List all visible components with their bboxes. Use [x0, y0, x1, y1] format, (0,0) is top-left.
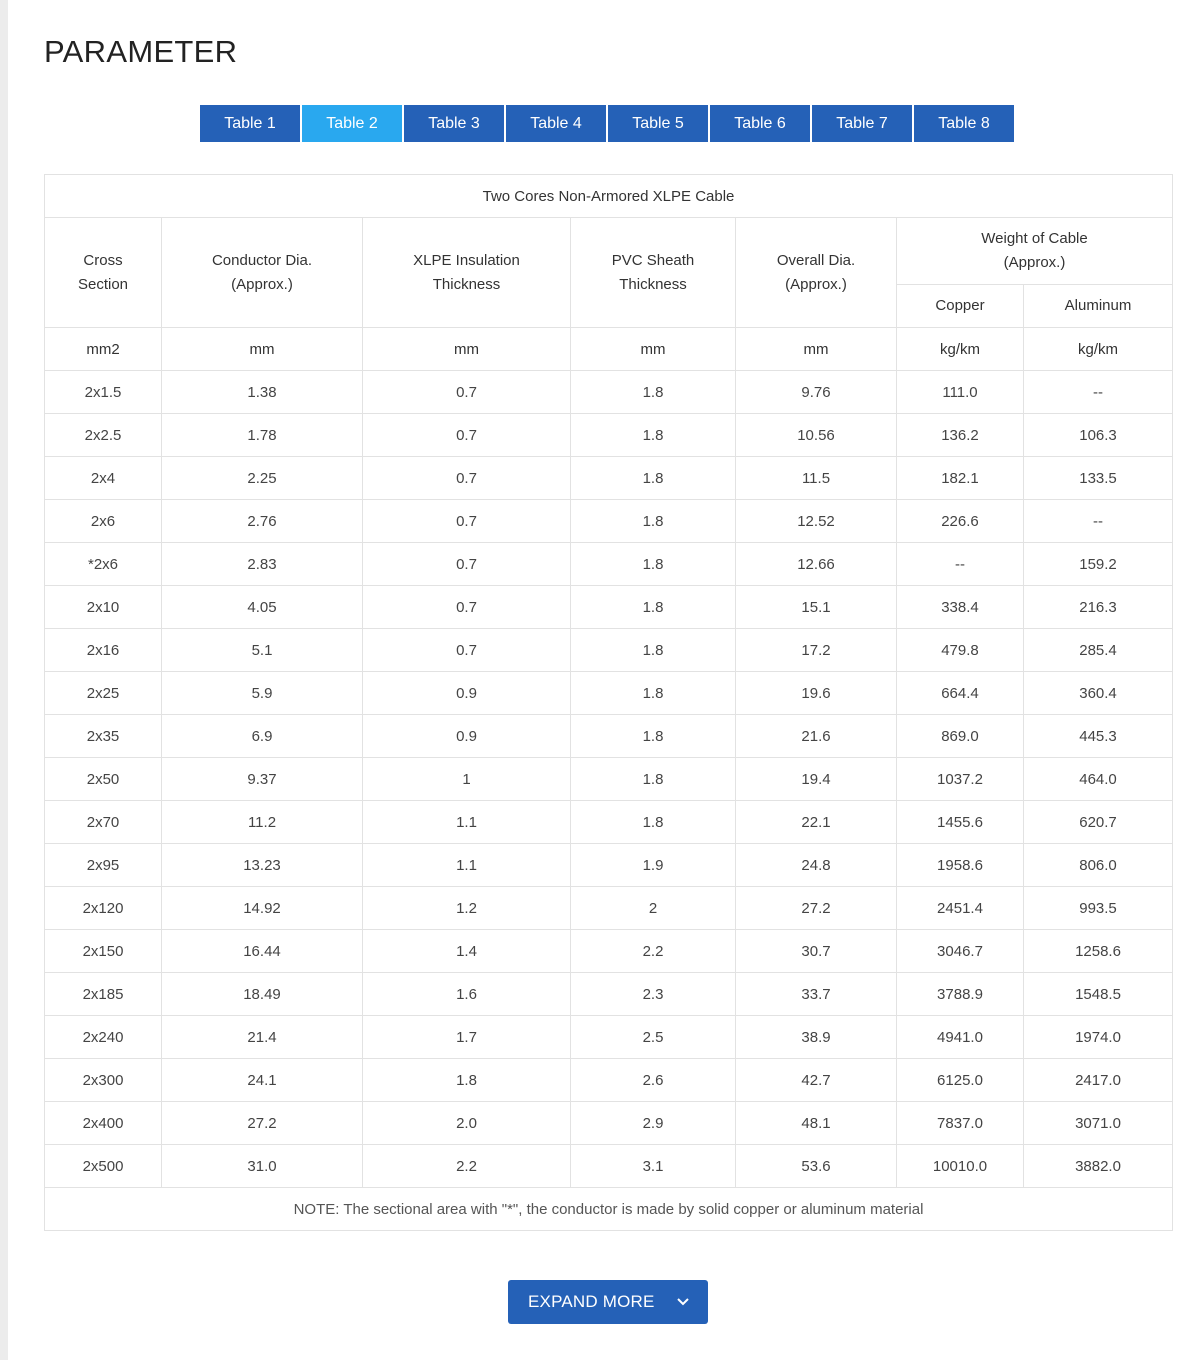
table-cell: 106.3: [1024, 414, 1173, 457]
table-cell: 1.8: [571, 457, 736, 500]
table-cell: *2x6: [45, 543, 162, 586]
table-cell: 12.52: [736, 500, 897, 543]
parameter-table-container: [44, 174, 1172, 1231]
header-pvc-thickness-text: PVC Sheath Thickness: [611, 251, 695, 293]
table-row: [45, 801, 1173, 844]
table-cell: 2.3: [571, 973, 736, 1016]
table-row: [45, 973, 1173, 1016]
table-cell: 2x95: [45, 844, 162, 887]
table-cell: 216.3: [1024, 586, 1173, 629]
table-cell: 136.2: [897, 414, 1024, 457]
table-cell: 2x4: [45, 457, 162, 500]
table-cell: 2x16: [45, 629, 162, 672]
table-cell: 111.0: [897, 371, 1024, 414]
chevron-down-icon: [676, 1295, 690, 1309]
table-cell: 1.7: [363, 1016, 571, 1059]
table-cell: 1.8: [571, 715, 736, 758]
table-cell: 2: [571, 887, 736, 930]
table-cell: 16.44: [162, 930, 363, 973]
table-row: [45, 1145, 1173, 1188]
table-row: [45, 1059, 1173, 1102]
table-cell: 3788.9: [897, 973, 1024, 1016]
table-cell: 464.0: [1024, 758, 1173, 801]
table-cell: 1.8: [363, 1059, 571, 1102]
table-cell: 0.7: [363, 586, 571, 629]
table-cell: 19.6: [736, 672, 897, 715]
header-cross-section: [45, 218, 162, 328]
table-cell: 1.8: [571, 672, 736, 715]
table-cell: 2.5: [571, 1016, 736, 1059]
table-cell: 1: [363, 758, 571, 801]
table-cell: 48.1: [736, 1102, 897, 1145]
unit-cell: kg/km: [1024, 328, 1173, 371]
unit-cell: mm: [736, 328, 897, 371]
unit-cell: mm: [162, 328, 363, 371]
table-cell: 22.1: [736, 801, 897, 844]
table-cell: 14.92: [162, 887, 363, 930]
table-cell: 2x70: [45, 801, 162, 844]
table-row: [45, 1016, 1173, 1059]
table-cell: 38.9: [736, 1016, 897, 1059]
table-cell: 31.0: [162, 1145, 363, 1188]
page-left-strip: [0, 0, 8, 1360]
table-cell: 42.7: [736, 1059, 897, 1102]
table-row: [45, 844, 1173, 887]
table-cell: 1037.2: [897, 758, 1024, 801]
table-cell: 53.6: [736, 1145, 897, 1188]
table-cell: 0.7: [363, 414, 571, 457]
table-cell: 226.6: [897, 500, 1024, 543]
table-cell: 1.8: [571, 371, 736, 414]
parameter-table: [44, 174, 1173, 1231]
tab-table-3[interactable]: Table 3: [404, 105, 504, 142]
table-cell: 1.1: [363, 844, 571, 887]
table-cell: 1958.6: [897, 844, 1024, 887]
table-cell: 2x10: [45, 586, 162, 629]
table-row: [45, 715, 1173, 758]
table-cell: 2.0: [363, 1102, 571, 1145]
header-conductor-dia-text: Conductor Dia. (Approx.): [211, 251, 313, 293]
expand-more-button[interactable]: [508, 1280, 708, 1324]
table-cell: 6.9: [162, 715, 363, 758]
table-cell: 479.8: [897, 629, 1024, 672]
table-cell: 15.1: [736, 586, 897, 629]
table-cell: 7837.0: [897, 1102, 1024, 1145]
table-cell: 1.9: [571, 844, 736, 887]
table-cell: 2x1.5: [45, 371, 162, 414]
table-cell: 2.9: [571, 1102, 736, 1145]
table-cell: 2x6: [45, 500, 162, 543]
table-cell: 2x185: [45, 973, 162, 1016]
table-cell: 2x25: [45, 672, 162, 715]
table-cell: 5.1: [162, 629, 363, 672]
header-cross-section-text: Cross Section: [77, 251, 129, 293]
table-cell: 2x240: [45, 1016, 162, 1059]
header-xlpe-thickness: [363, 218, 571, 328]
table-cell: 24.8: [736, 844, 897, 887]
header-conductor-dia: [162, 218, 363, 328]
header-overall-dia-text: Overall Dia. (Approx.): [776, 251, 856, 293]
table-cell: 19.4: [736, 758, 897, 801]
unit-cell: mm: [571, 328, 736, 371]
table-row: [45, 629, 1173, 672]
table-cell: 2.6: [571, 1059, 736, 1102]
table-cell: 2x35: [45, 715, 162, 758]
table-cell: 2x50: [45, 758, 162, 801]
table-cell: 3.1: [571, 1145, 736, 1188]
table-cell: 1.1: [363, 801, 571, 844]
table-cell: 21.6: [736, 715, 897, 758]
expand-more-label: EXPAND MORE: [528, 1292, 655, 1311]
table-cell: 2417.0: [1024, 1059, 1173, 1102]
table-body: [45, 371, 1173, 1188]
table-cell: 2x150: [45, 930, 162, 973]
table-cell: --: [1024, 500, 1173, 543]
table-cell: --: [1024, 371, 1173, 414]
table-cell: 0.7: [363, 457, 571, 500]
table-row: [45, 586, 1173, 629]
table-cell: 1.8: [571, 629, 736, 672]
table-cell: 445.3: [1024, 715, 1173, 758]
header-xlpe-thickness-text: XLPE Insulation Thickness: [413, 251, 520, 293]
table-row: [45, 672, 1173, 715]
table-cell: 1.8: [571, 500, 736, 543]
table-cell: 0.9: [363, 715, 571, 758]
table-cell: 0.7: [363, 500, 571, 543]
table-cell: 21.4: [162, 1016, 363, 1059]
table-cell: 27.2: [736, 887, 897, 930]
table-cell: 338.4: [897, 586, 1024, 629]
tab-table-8[interactable]: Table 8: [914, 105, 1014, 142]
table-cell: 285.4: [1024, 629, 1173, 672]
table-cell: 9.76: [736, 371, 897, 414]
table-cell: 1455.6: [897, 801, 1024, 844]
table-row: [45, 887, 1173, 930]
table-cell: 2.2: [571, 930, 736, 973]
table-cell: 133.5: [1024, 457, 1173, 500]
table-cell: 2451.4: [897, 887, 1024, 930]
table-cell: 806.0: [1024, 844, 1173, 887]
table-cell: 1258.6: [1024, 930, 1173, 973]
table-cell: 11.5: [736, 457, 897, 500]
unit-cell: mm: [363, 328, 571, 371]
table-cell: 2x400: [45, 1102, 162, 1145]
table-cell: 2x500: [45, 1145, 162, 1188]
table-cell: 0.9: [363, 672, 571, 715]
unit-cell: kg/km: [897, 328, 1024, 371]
table-cell: 1.8: [571, 586, 736, 629]
table-row: [45, 543, 1173, 586]
table-cell: 1.2: [363, 887, 571, 930]
tab-table-7[interactable]: Table 7: [812, 105, 912, 142]
table-cell: 182.1: [897, 457, 1024, 500]
table-cell: 2.25: [162, 457, 363, 500]
table-cell: 5.9: [162, 672, 363, 715]
table-row: [45, 414, 1173, 457]
table-cell: 1.38: [162, 371, 363, 414]
table-cell: 3071.0: [1024, 1102, 1173, 1145]
table-cell: 30.7: [736, 930, 897, 973]
table-cell: 17.2: [736, 629, 897, 672]
table-row: [45, 371, 1173, 414]
table-cell: 33.7: [736, 973, 897, 1016]
header-overall-dia: [736, 218, 897, 328]
page-title: PARAMETER: [44, 34, 238, 69]
table-row: [45, 500, 1173, 543]
table-cell: 2x120: [45, 887, 162, 930]
table-cell: 11.2: [162, 801, 363, 844]
table-cell: 2x2.5: [45, 414, 162, 457]
table-cell: 664.4: [897, 672, 1024, 715]
table-cell: 1974.0: [1024, 1016, 1173, 1059]
table-cell: 6125.0: [897, 1059, 1024, 1102]
table-cell: 0.7: [363, 543, 571, 586]
table-note: NOTE: The sectional area with "*", the conductor is made by solid copper or aluminum material: [45, 1188, 1173, 1231]
table-cell: 360.4: [1024, 672, 1173, 715]
table-cell: 1.8: [571, 543, 736, 586]
table-cell: 869.0: [897, 715, 1024, 758]
table-row: [45, 758, 1173, 801]
table-cell: 18.49: [162, 973, 363, 1016]
table-cell: 0.7: [363, 629, 571, 672]
table-cell: 3046.7: [897, 930, 1024, 973]
table-caption: Two Cores Non-Armored XLPE Cable: [45, 175, 1173, 218]
header-pvc-thickness: [571, 218, 736, 328]
table-cell: 0.7: [363, 371, 571, 414]
table-row: [45, 930, 1173, 973]
table-cell: 620.7: [1024, 801, 1173, 844]
table-cell: 2x300: [45, 1059, 162, 1102]
table-cell: 3882.0: [1024, 1145, 1173, 1188]
table-tabs: [200, 105, 1014, 142]
tab-table-5[interactable]: Table 5: [608, 105, 708, 142]
units-row: [45, 328, 1173, 371]
table-cell: 1.8: [571, 758, 736, 801]
tab-table-6[interactable]: Table 6: [710, 105, 810, 142]
table-cell: 10.56: [736, 414, 897, 457]
table-cell: 4.05: [162, 586, 363, 629]
table-row: [45, 1102, 1173, 1145]
header-copper: Copper: [897, 285, 1024, 328]
table-cell: 1.6: [363, 973, 571, 1016]
table-cell: 9.37: [162, 758, 363, 801]
header-weight: [897, 218, 1173, 285]
table-cell: 1.8: [571, 414, 736, 457]
table-cell: 1548.5: [1024, 973, 1173, 1016]
header-aluminum: Aluminum: [1024, 285, 1173, 328]
table-cell: 10010.0: [897, 1145, 1024, 1188]
table-cell: 2.83: [162, 543, 363, 586]
unit-cell: mm2: [45, 328, 162, 371]
table-cell: 1.78: [162, 414, 363, 457]
table-cell: 1.8: [571, 801, 736, 844]
table-cell: 1.4: [363, 930, 571, 973]
table-cell: 4941.0: [897, 1016, 1024, 1059]
table-cell: 993.5: [1024, 887, 1173, 930]
table-row: [45, 457, 1173, 500]
tab-table-2[interactable]: Table 2: [302, 105, 402, 142]
table-cell: 159.2: [1024, 543, 1173, 586]
table-cell: --: [897, 543, 1024, 586]
table-cell: 2.2: [363, 1145, 571, 1188]
table-cell: 24.1: [162, 1059, 363, 1102]
table-cell: 12.66: [736, 543, 897, 586]
header-weight-text: Weight of Cable (Approx.): [981, 230, 1088, 271]
tab-table-4[interactable]: Table 4: [506, 105, 606, 142]
table-cell: 13.23: [162, 844, 363, 887]
tab-table-1[interactable]: Table 1: [200, 105, 300, 142]
table-cell: 2.76: [162, 500, 363, 543]
table-cell: 27.2: [162, 1102, 363, 1145]
